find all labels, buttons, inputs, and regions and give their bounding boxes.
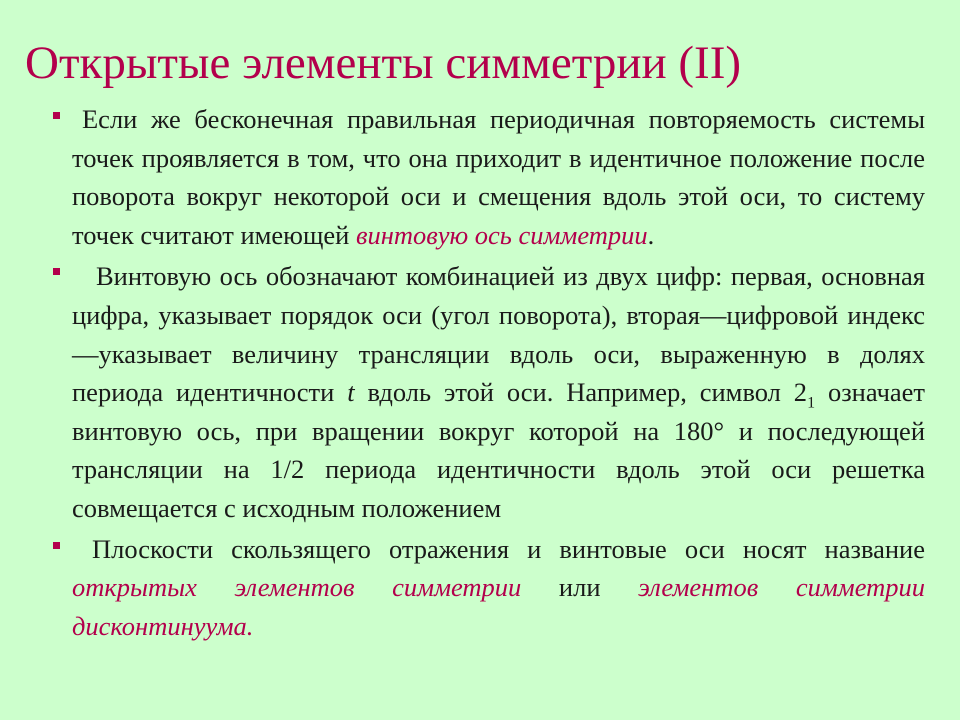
italic-variable: t <box>347 377 355 408</box>
square-bullet-icon <box>53 542 60 549</box>
subscript: 1 <box>807 394 816 412</box>
square-bullet-icon <box>53 112 60 119</box>
bullet-item-2 <box>0 257 960 527</box>
bullet-list <box>0 100 960 645</box>
slide-title: Открытые элементы симметрии (II) <box>25 37 742 89</box>
paragraph-text: Плоскости скользящего отражения и винтовые оси носят название <box>92 533 925 564</box>
bullet-paragraph <box>72 530 925 646</box>
bullet-paragraph <box>72 257 925 527</box>
paragraph-text: или <box>521 572 639 603</box>
highlight-term: винтовую ось симметрии <box>355 219 648 250</box>
highlight-term: элементов симметрии дисконтинуума. <box>72 572 925 641</box>
square-bullet-icon <box>53 268 60 275</box>
highlight-term: открытых элементов симметрии <box>72 572 522 603</box>
bullet-item-1 <box>0 100 960 254</box>
bullet-paragraph <box>72 100 925 254</box>
paragraph-text: вдоль этой оси. Например, символ 2 <box>354 377 808 408</box>
paragraph-text: . <box>647 219 655 250</box>
paragraph-text: Если же бесконечная правильная периодичная повторяемость системы точек проявляется в том, что она приходит в идентичное положение после поворота вокруг некоторой оси и смещения вдоль этой оси, то систему точек считают имеющей <box>72 104 925 250</box>
paragraph-text: Винтовую ось обозначают комбинацией из двух цифр: первая, основная цифра, указывает порядок оси (угол поворота), вторая—цифровой индекс—указывает величину трансляции вдоль оси, выраженную в долях периода идентичности <box>72 261 925 408</box>
paragraph-text: означает винтовую ось, при вращении вокруг которой на 180° и последующей трансляции на 1/2 периода идентичности вдоль этой оси решетка совмещается с исходным положением <box>72 377 925 523</box>
bullet-item-3 <box>0 530 960 646</box>
